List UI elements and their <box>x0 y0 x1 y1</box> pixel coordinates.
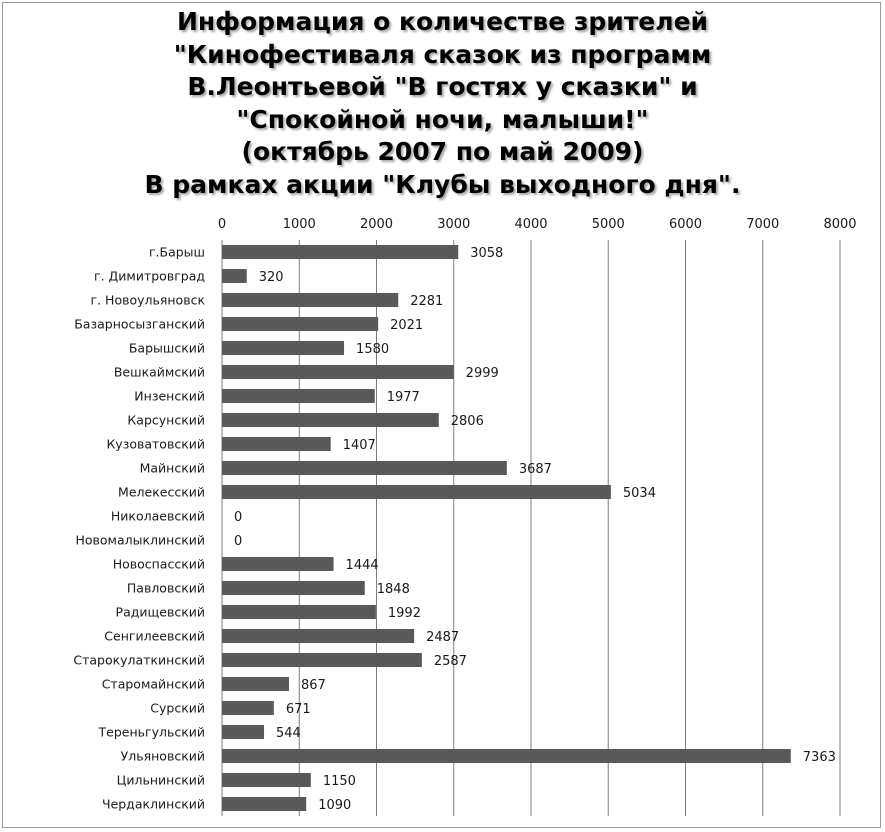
bar <box>222 653 422 667</box>
x-tick-label: 8000 <box>823 217 857 232</box>
bar <box>222 317 378 331</box>
bar <box>222 701 274 715</box>
x-tick-label: 2000 <box>359 217 394 232</box>
bar <box>222 557 334 571</box>
bar <box>222 677 289 691</box>
x-tick-label: 1000 <box>282 217 316 232</box>
bar <box>222 797 306 811</box>
data-label: 3058 <box>470 246 504 261</box>
chart-title-line: Информация о количестве зрителей <box>176 7 709 36</box>
category-label: Ульяновский <box>120 748 205 764</box>
data-label: 1150 <box>322 774 356 789</box>
category-label: г.Барыш <box>148 244 205 260</box>
data-label: 1407 <box>342 438 376 453</box>
data-label: 1992 <box>387 606 421 621</box>
data-label: 1580 <box>356 342 390 357</box>
data-label: 1977 <box>386 390 420 405</box>
bar <box>222 389 375 403</box>
bar <box>222 773 311 787</box>
data-label: 0 <box>234 510 243 525</box>
category-label: Майнский <box>139 460 205 476</box>
data-label: 2281 <box>410 294 444 309</box>
category-label: Инзенский <box>134 388 205 404</box>
x-tick-label: 0 <box>217 217 227 232</box>
category-label: Барышский <box>128 340 205 356</box>
chart-title-line: (октябрь 2007 по май 2009) <box>241 137 644 166</box>
chart-title-line: "Кинофестиваля сказок из программ <box>173 39 712 69</box>
chart-title-line: "Спокойной ночи, малыши!" <box>236 104 649 134</box>
x-tick-label: 4000 <box>514 217 548 232</box>
category-label: Чердаклинский <box>101 796 205 812</box>
category-label: Тереньгульский <box>98 724 205 740</box>
x-axis-tick-labels <box>218 217 857 232</box>
data-label: 320 <box>258 270 284 285</box>
bar <box>222 485 611 499</box>
bar <box>222 269 247 283</box>
category-label: г. Димитровград <box>94 268 205 284</box>
bar <box>222 437 331 451</box>
category-label: Николаевский <box>110 508 205 524</box>
bars <box>222 245 791 811</box>
bar <box>222 461 507 475</box>
data-label: 1090 <box>318 798 352 813</box>
bar <box>222 245 458 259</box>
data-label: 671 <box>285 702 311 717</box>
data-label: 3687 <box>518 462 552 477</box>
data-label: 5034 <box>622 486 656 501</box>
category-label: Базарносызганский <box>74 316 205 332</box>
category-labels <box>73 245 205 812</box>
bar <box>222 413 439 427</box>
category-label: Новомалыклинский <box>75 532 205 548</box>
bar <box>222 293 398 307</box>
data-label: 2806 <box>450 414 484 429</box>
bar <box>222 365 454 379</box>
data-label: 1444 <box>345 558 379 573</box>
category-label: Сурский <box>150 700 205 716</box>
data-label: 2487 <box>426 630 460 645</box>
data-label: 2587 <box>433 654 467 669</box>
category-label: Старокулаткинский <box>73 652 205 668</box>
bar <box>222 629 414 643</box>
x-tick-label: 3000 <box>437 217 471 232</box>
category-label: Старомайнский <box>101 676 205 692</box>
category-label: Цильнинский <box>116 772 205 788</box>
x-tick-label: 5000 <box>591 217 625 232</box>
data-label: 7363 <box>802 750 836 765</box>
x-tick-label: 6000 <box>668 217 703 232</box>
data-labels <box>234 246 836 813</box>
bar <box>222 341 344 355</box>
chart-title-line: В рамках акции "Клубы выходного дня". <box>144 169 741 199</box>
data-label: 544 <box>276 726 301 741</box>
data-label: 1848 <box>376 582 410 597</box>
bar <box>222 725 264 739</box>
category-label: Мелекесский <box>118 484 205 500</box>
bar <box>222 749 791 763</box>
x-tick-label: 7000 <box>746 217 780 232</box>
category-label: Павловский <box>126 580 205 596</box>
category-label: Карсунский <box>127 412 205 428</box>
category-label: Сенгилеевский <box>104 628 205 644</box>
category-label: Вешкаймский <box>113 364 205 380</box>
data-label: 867 <box>300 678 326 693</box>
bar <box>222 605 376 619</box>
category-label: г. Новоульяновск <box>90 292 205 308</box>
bar <box>222 581 365 595</box>
data-label: 0 <box>234 534 243 549</box>
data-label: 2999 <box>465 366 499 381</box>
category-label: Новоспасский <box>112 556 205 572</box>
category-label: Кузоватовский <box>106 436 205 452</box>
category-label: Радищевский <box>115 604 205 620</box>
data-label: 2021 <box>390 318 424 333</box>
chart-title-line: В.Леонтьевой "В гостях у сказки" и <box>187 72 698 101</box>
